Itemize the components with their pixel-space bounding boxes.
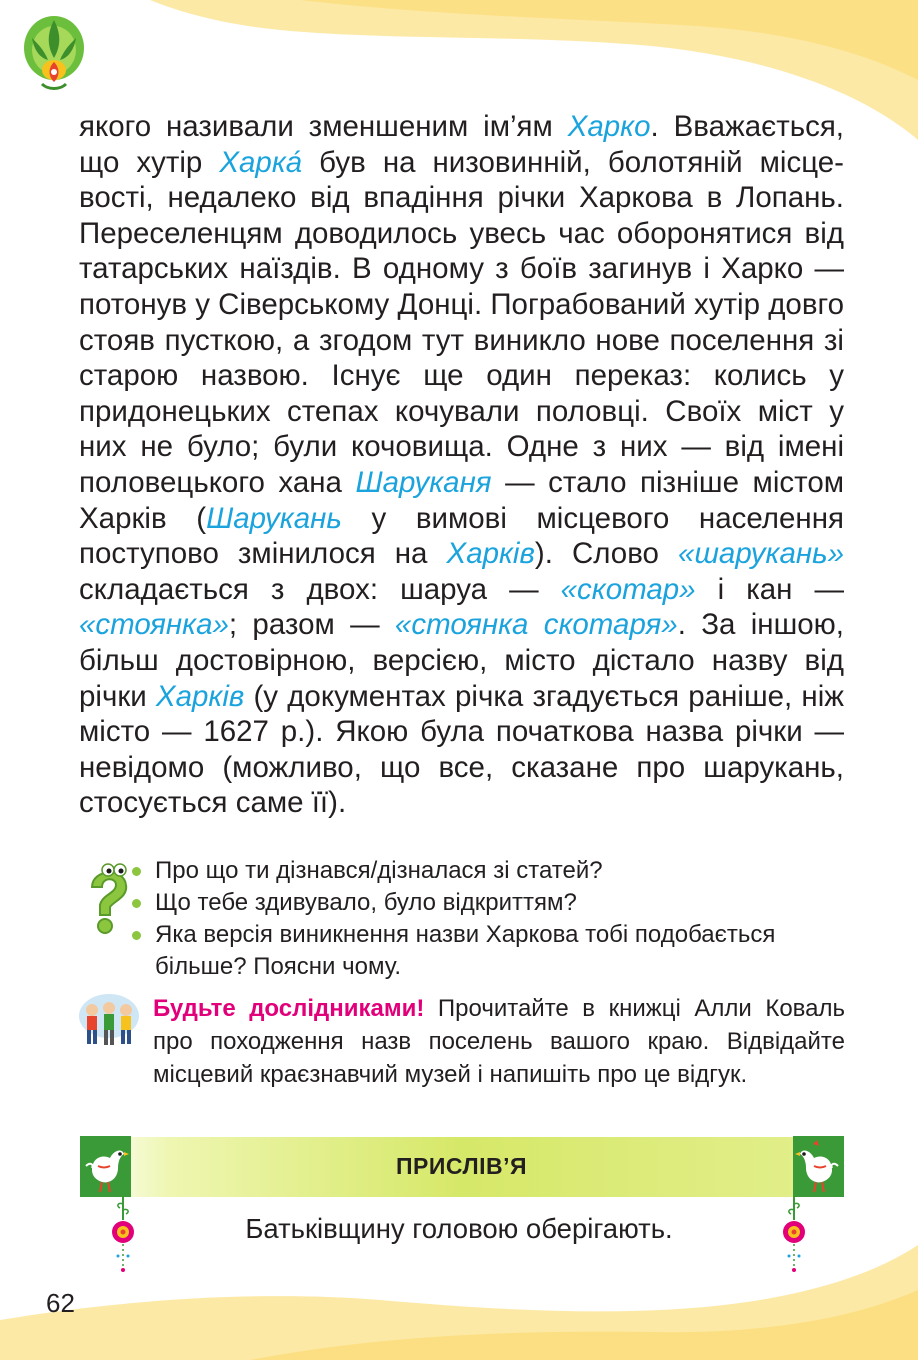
question-item: Яка версія виникнення назви Харкова тобі подобається більше? Поясни чому. (153, 919, 845, 983)
text-segment: — стало пізніше містом Харків ( (79, 465, 845, 535)
question-item: Про що ти дізнався/дізналася зі статей? (153, 855, 845, 887)
text-segment: і кан — (695, 572, 844, 606)
text-segment: (у документах річка згадується раніше, ніж місто — 1627 р.). Якою була початкова назва річки — невідомо (можливо, що все, сказане про шарукань, стосується саме її). (79, 679, 844, 820)
highlighted-term: Харків (155, 679, 245, 713)
folk-bird-icon (793, 1136, 844, 1197)
text-segment: складається з двох: шаруа — (79, 572, 561, 606)
highlighted-term: «стоянка» (79, 608, 229, 642)
folk-flower-icon (779, 1196, 809, 1276)
text-segment: ). Слово (534, 537, 679, 571)
highlighted-term: «скотар» (560, 572, 696, 606)
text-segment: ; разом — (228, 608, 395, 642)
research-lead: Будьте дослідниками! (153, 995, 425, 1022)
text-segment: у вимові місцевого населення поступово змінилося на (79, 501, 844, 571)
text-segment: . Вважається, що хутір (79, 110, 844, 179)
highlighted-term: Харків (446, 537, 535, 571)
proverb-text: Батьківщину головою оберігають. (245, 1213, 673, 1244)
highlighted-term: Харка́ (219, 145, 303, 179)
text-segment: якого називали зменшеним ім’ям (79, 110, 568, 143)
proverb-header-bar (80, 1137, 843, 1197)
questions-list (153, 855, 845, 983)
folk-bird-icon (80, 1136, 131, 1197)
highlighted-term: «стоянка скотаря» (394, 608, 678, 642)
research-body: Прочитайте в книжці Алли Коваль про походження назв поселень вашого краю. Відвідайте місцевий краєзнавчий музей і напишіть про це відгук. (153, 995, 846, 1088)
page-number: 62 (46, 1288, 75, 1318)
text-segment: . За іншою, більш достовірною, версією, місто дістало назву від річки (79, 608, 844, 713)
green-question-mark-icon (78, 861, 138, 935)
children-group-icon (78, 994, 140, 1050)
proverb-title: ПРИСЛІВ’Я (396, 1153, 527, 1179)
highlighted-term: «шарукань» (678, 537, 844, 571)
folk-flower-icon (108, 1196, 138, 1276)
peacock-ornament-icon (18, 8, 90, 96)
highlighted-term: Шарукань (206, 501, 342, 535)
research-text (153, 992, 845, 1091)
main-text (79, 109, 844, 821)
highlighted-term: Шаруканя (355, 465, 492, 499)
text-segment: був на низовинній, болотяній місцевості, недалеко від впадіння річки Харкова в Лопань. Переселенцям доводилось увесь час оборонятися від татарських наїздів. В одному з боїв загинув і Харко — потонув у Сіверському Донці. Пограбований хутір довго стояв пусткою, а згодом тут виникло нове поселення зі старою назвою. Існує ще один переказ: колись у придонецьких степах кочували половці. Своїх міст у них не було; були кочовища. Одне з них — від імені половецького хана (79, 145, 845, 499)
highlighted-term: Харко (567, 110, 651, 143)
question-item: Що тебе здивувало, було відкриттям? (153, 887, 845, 919)
